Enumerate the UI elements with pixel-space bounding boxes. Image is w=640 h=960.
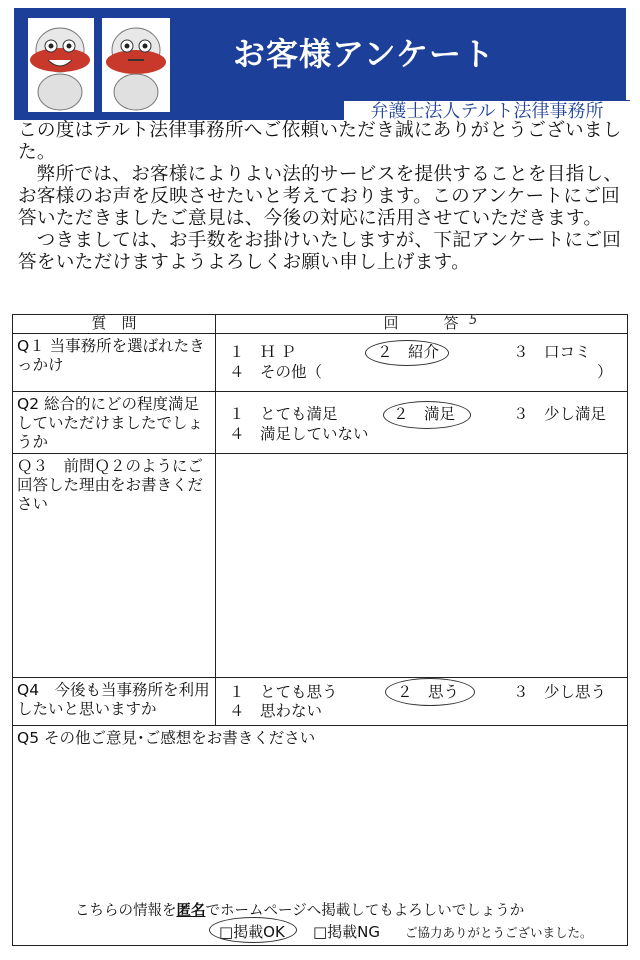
header-answer: 回 答 xyxy=(383,314,459,332)
q4-option-1[interactable]: １ とても思う xyxy=(229,683,338,701)
row-divider xyxy=(13,333,627,334)
q1-option-4-close: ） xyxy=(597,363,613,381)
row-divider xyxy=(13,677,627,678)
q1-option-3[interactable]: ３ 口コミ xyxy=(513,343,591,361)
page-title: お客様アンケート xyxy=(232,35,496,73)
intro-text xyxy=(18,120,624,274)
q4-label: Q4 今後も当事務所を利用したいと思いますか xyxy=(17,681,210,718)
q4-option-3[interactable]: ３ 少し思う xyxy=(513,683,607,701)
q3-label: Ｑ３ 前問Ｑ２のようにご回答した理由をお書きください xyxy=(17,457,204,513)
publish-question-bold: 匿名 xyxy=(176,903,206,919)
q1-option-1[interactable]: １ Ｈ Ｐ xyxy=(229,343,296,361)
publish-question xyxy=(75,899,524,920)
q5-label: Q5 その他ご意見･ご感想をお書きください xyxy=(17,729,316,747)
mascots xyxy=(24,16,174,114)
q1-label: Q１ 当事務所を選ばれたきっかけ xyxy=(17,337,205,374)
q1-option-2[interactable]: ２ 紹介 xyxy=(377,343,440,361)
intro-paragraph-1: この度はテルト法律事務所へご依頼いただき誠にありがとうございました。 xyxy=(18,120,622,163)
header-banner xyxy=(14,8,626,120)
publish-ng-checkbox[interactable]: □掲載NG xyxy=(313,923,381,941)
row-divider xyxy=(13,391,627,392)
header-question: 質 問 xyxy=(91,314,137,332)
q1-option-4[interactable]: ４ その他（ xyxy=(229,363,323,381)
q2-option-4[interactable]: ４ 満足していない xyxy=(229,425,369,443)
handwritten-mark: 5 xyxy=(469,313,478,328)
q2-option-3[interactable]: ３ 少し満足 xyxy=(513,405,607,423)
q2-label: Q2 総合的にどの程度満足していただけましたでしょうか xyxy=(17,395,204,451)
selection-circle xyxy=(383,401,471,429)
shisa-mascot-icon xyxy=(102,18,170,112)
q1-answer xyxy=(221,337,621,389)
row-divider xyxy=(13,453,627,454)
row-divider xyxy=(13,725,627,726)
publish-question-suffix: でホームページへ掲載してもよろしいでしょうか xyxy=(205,903,525,919)
q4-answer xyxy=(221,679,621,723)
q4-option-4[interactable]: ４ 思わない xyxy=(229,702,323,720)
selection-circle xyxy=(385,678,475,706)
q4-option-2[interactable]: ２ 思う xyxy=(397,683,460,701)
intro-paragraph-3: つきましては、お手数をお掛けいたしますが、下記アンケートにご回答をいただけますようよろしくお願い申し上げます。 xyxy=(18,230,622,273)
q5-answer-field[interactable] xyxy=(19,753,619,883)
survey-table xyxy=(12,314,628,946)
q2-option-1[interactable]: １ とても満足 xyxy=(229,405,338,423)
intro-paragraph-2: 弊所では、お客様によりよい法的サービスを提供することを目指し、お客様のお声を反映させたいと考えております。このアンケートにご回答いただきましたご意見は、今後の対応に活用させていただきます。 xyxy=(18,164,623,229)
firm-name: 弁護士法人テルト法律事務所 xyxy=(344,100,630,123)
thanks-text: ご協力ありがとうございました。 xyxy=(405,925,593,940)
q3-answer-field[interactable] xyxy=(221,457,621,673)
publish-question-prefix: こちらの情報を xyxy=(75,903,177,919)
publish-ok-checkbox[interactable]: □掲載OK xyxy=(219,923,285,941)
shisa-mascot-icon xyxy=(28,18,94,112)
column-divider xyxy=(215,315,216,725)
q2-answer xyxy=(221,395,621,451)
selection-circle xyxy=(209,917,297,943)
q2-option-2[interactable]: ２ 満足 xyxy=(393,405,456,423)
selection-circle xyxy=(365,340,449,366)
